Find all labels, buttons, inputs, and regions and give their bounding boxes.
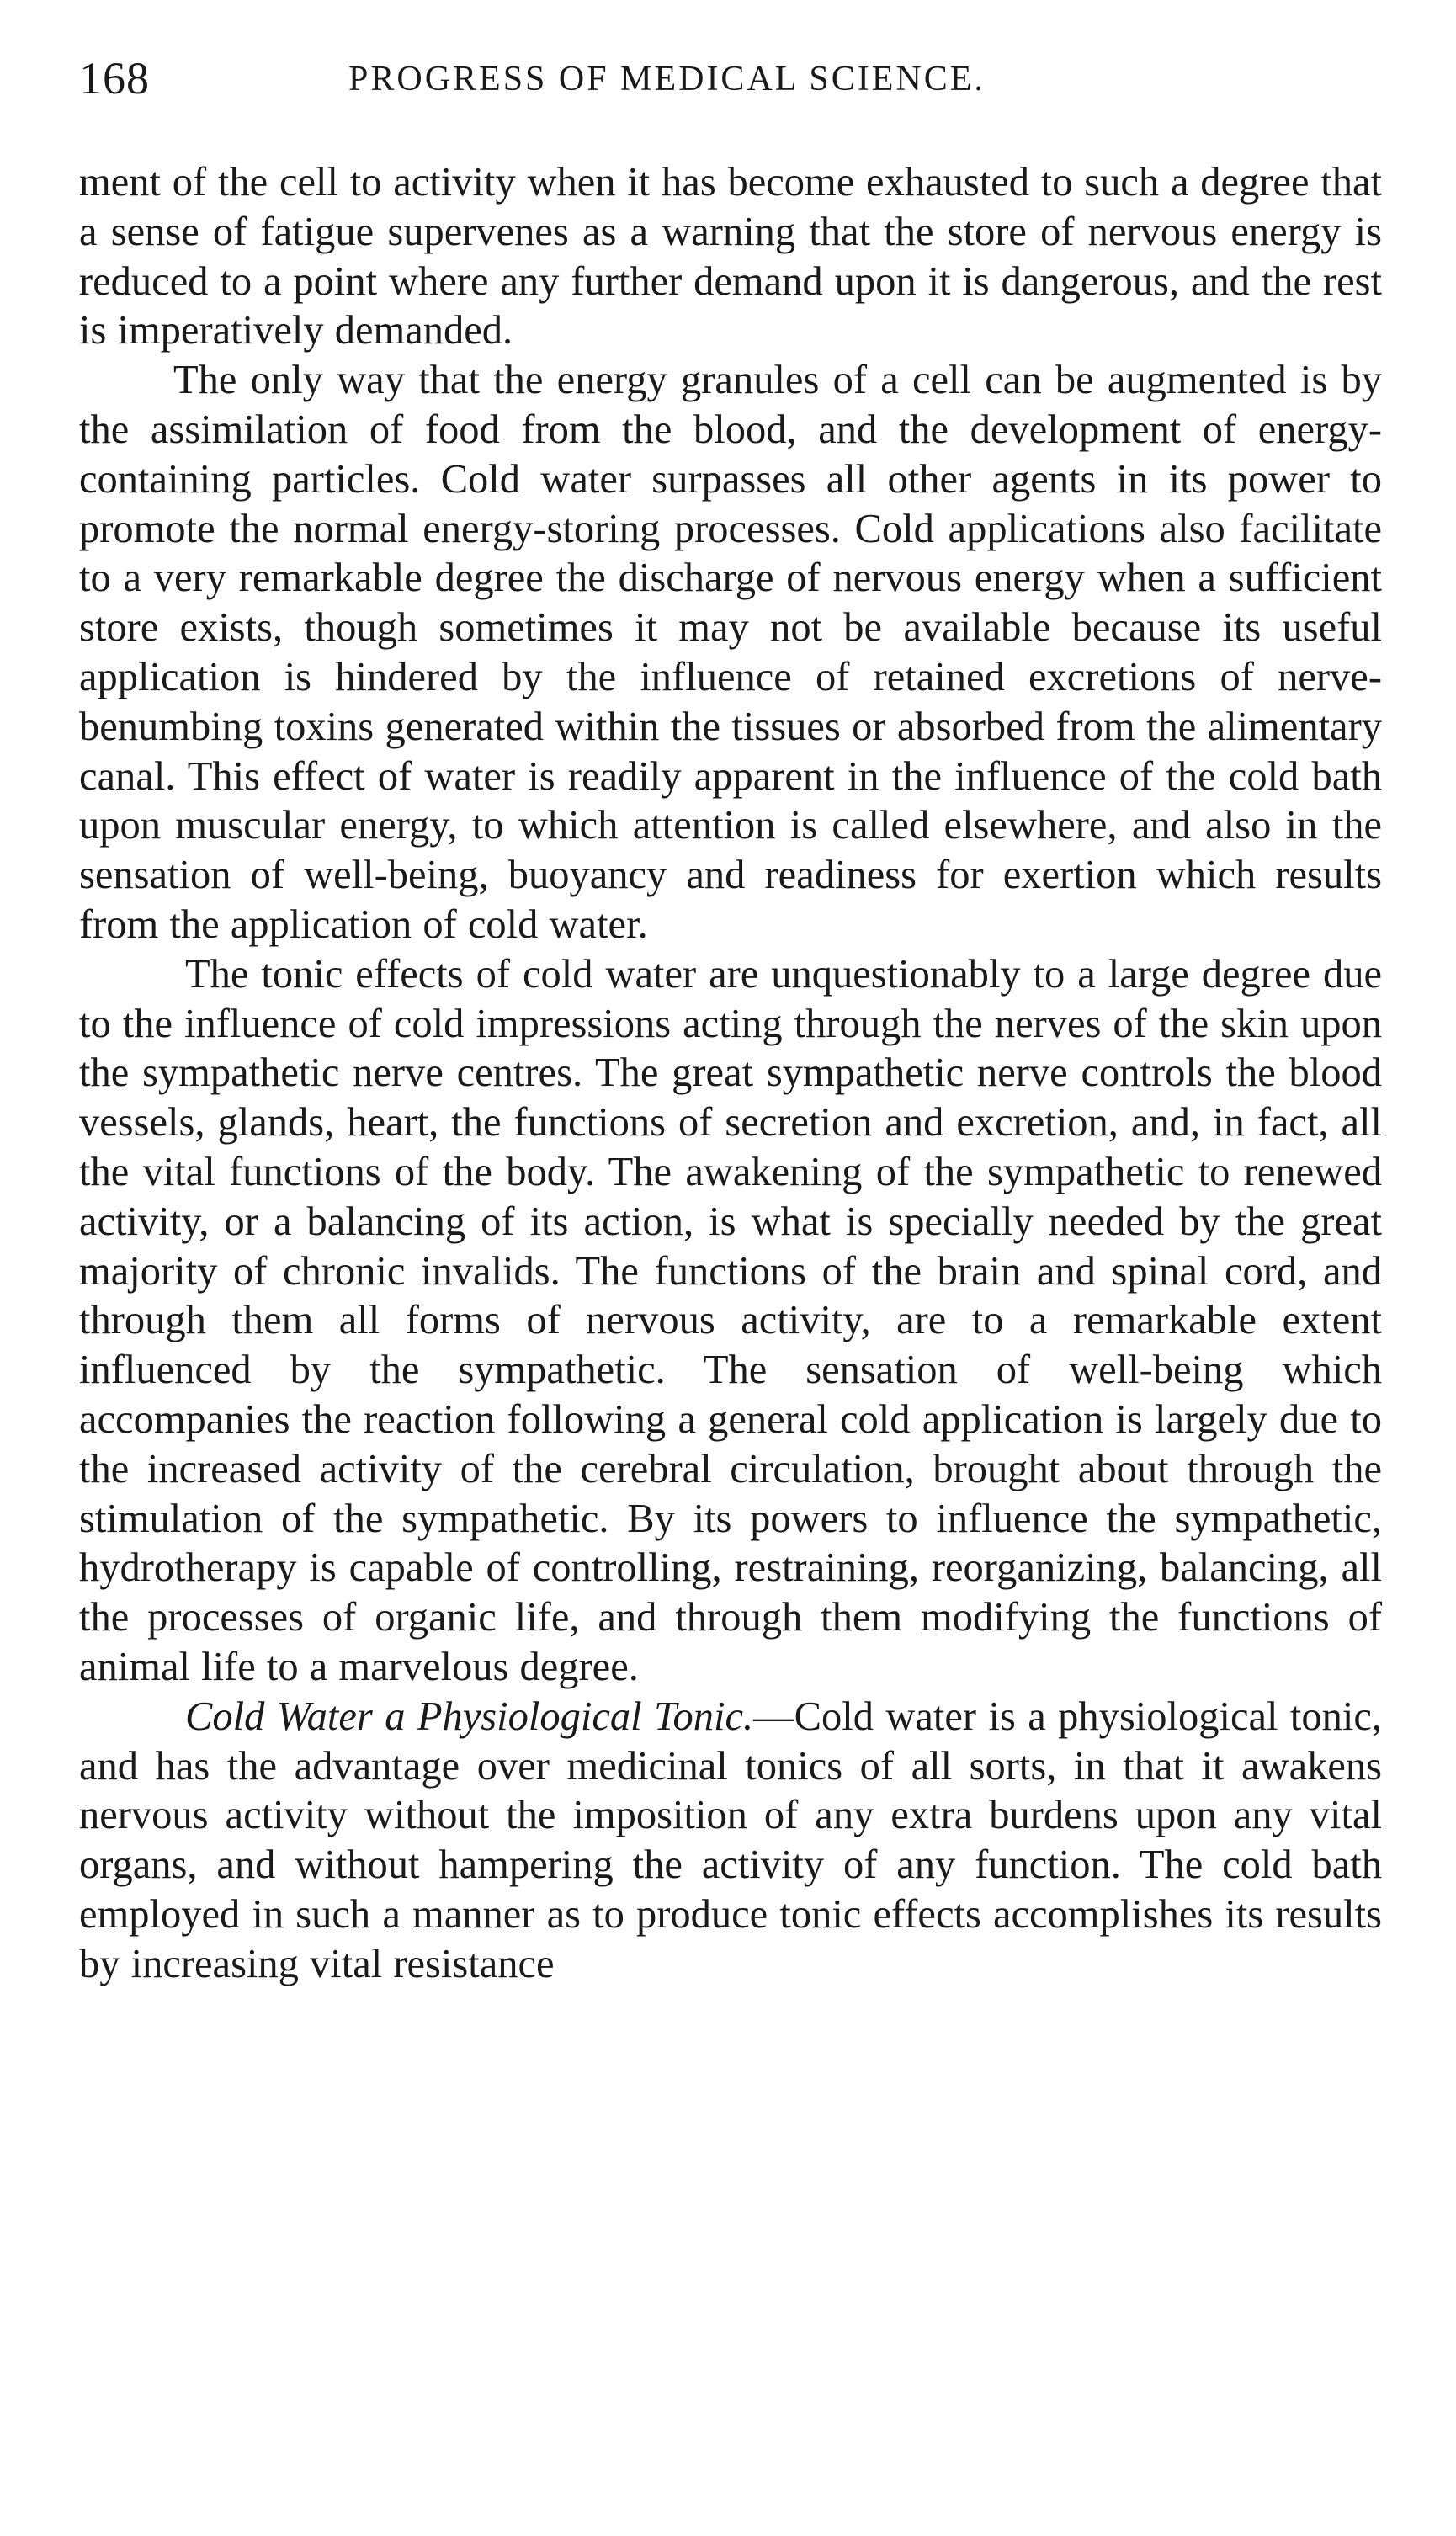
body-text xyxy=(79,158,1382,1989)
paragraph-tonic-effects: The tonic effects of cold water are unquestionably to a large degree due to the influence of cold impressions acting through the nerves of the skin upon the sympathetic nerve centres. The great sympathetic nerve controls the blood vessels, glands, heart, the functions of secretion and excretion, and, in fact, all the vital functions of the body. The awakening of the sympathetic to renewed activity, or a balancing of its action, is what is specially needed by the great majority of chronic invalids. The functions of the brain and spinal cord, and through them all forms of nervous activity, are to a remarkable extent influenced by the sympathetic. The sensation of well-being which accompanies the reaction following a general cold application is largely due to the increased activity of the cerebral circulation, brought about through the stimulation of the sympathetic. By its powers to influence the sympathetic, hydrotherapy is capable of controlling, restraining, reorganizing, balancing, all the processes of organic life, and through them modifying the functions of animal life to a marvelous degree. xyxy=(79,951,1382,1689)
paragraph-physiological-tonic-text: —Cold water is a physiological tonic, and has the advantage over medicinal tonics of all sorts, in that it awakens nervous activity without the imposition of any extra burdens upon any vital organs, and without hampering the activity of any function. The cold bath employed in such a manner as to produce tonic effects accomplishes its results by increasing vital resistance xyxy=(79,1693,1382,1986)
page-number: 168 xyxy=(79,53,150,104)
running-head xyxy=(79,52,1392,120)
paragraph-physiological-tonic xyxy=(79,1693,1382,1990)
paragraph-continued: ment of the cell to activity when it has become exhausted to such a degree that a sense of fatigue supervenes as a warning that the store of nervous energy is reduced to a point where any further demand upon it is dangerous, and the rest is imperatively demanded. xyxy=(79,160,1382,354)
section-side-heading: Cold Water a Physiological Tonic. xyxy=(185,1693,754,1739)
running-title: PROGRESS OF MEDICAL SCIENCE. xyxy=(348,60,986,98)
paragraph-energy-granules: The only way that the energy granules of a cell can be augmented is by the assimilation of food from the blood, and the development of energy-containing particles. Cold water surpasses all other agents in its power to promote the normal energy-storing processes. Cold applications also facilitate to a very remarkable degree the discharge of nervous energy when a sufficient store exists, though sometimes it may not be available because its useful application is hindered by the influence of retained excretions of nerve-benumbing toxins generated within the tissues or absorbed from the alimentary canal. This effect of water is readily apparent in the influence of the cold bath upon muscular energy, to which attention is called elsewhere, and also in the sensation of well-being, buoyancy and readiness for exertion which results from the application of cold water. xyxy=(79,358,1382,947)
